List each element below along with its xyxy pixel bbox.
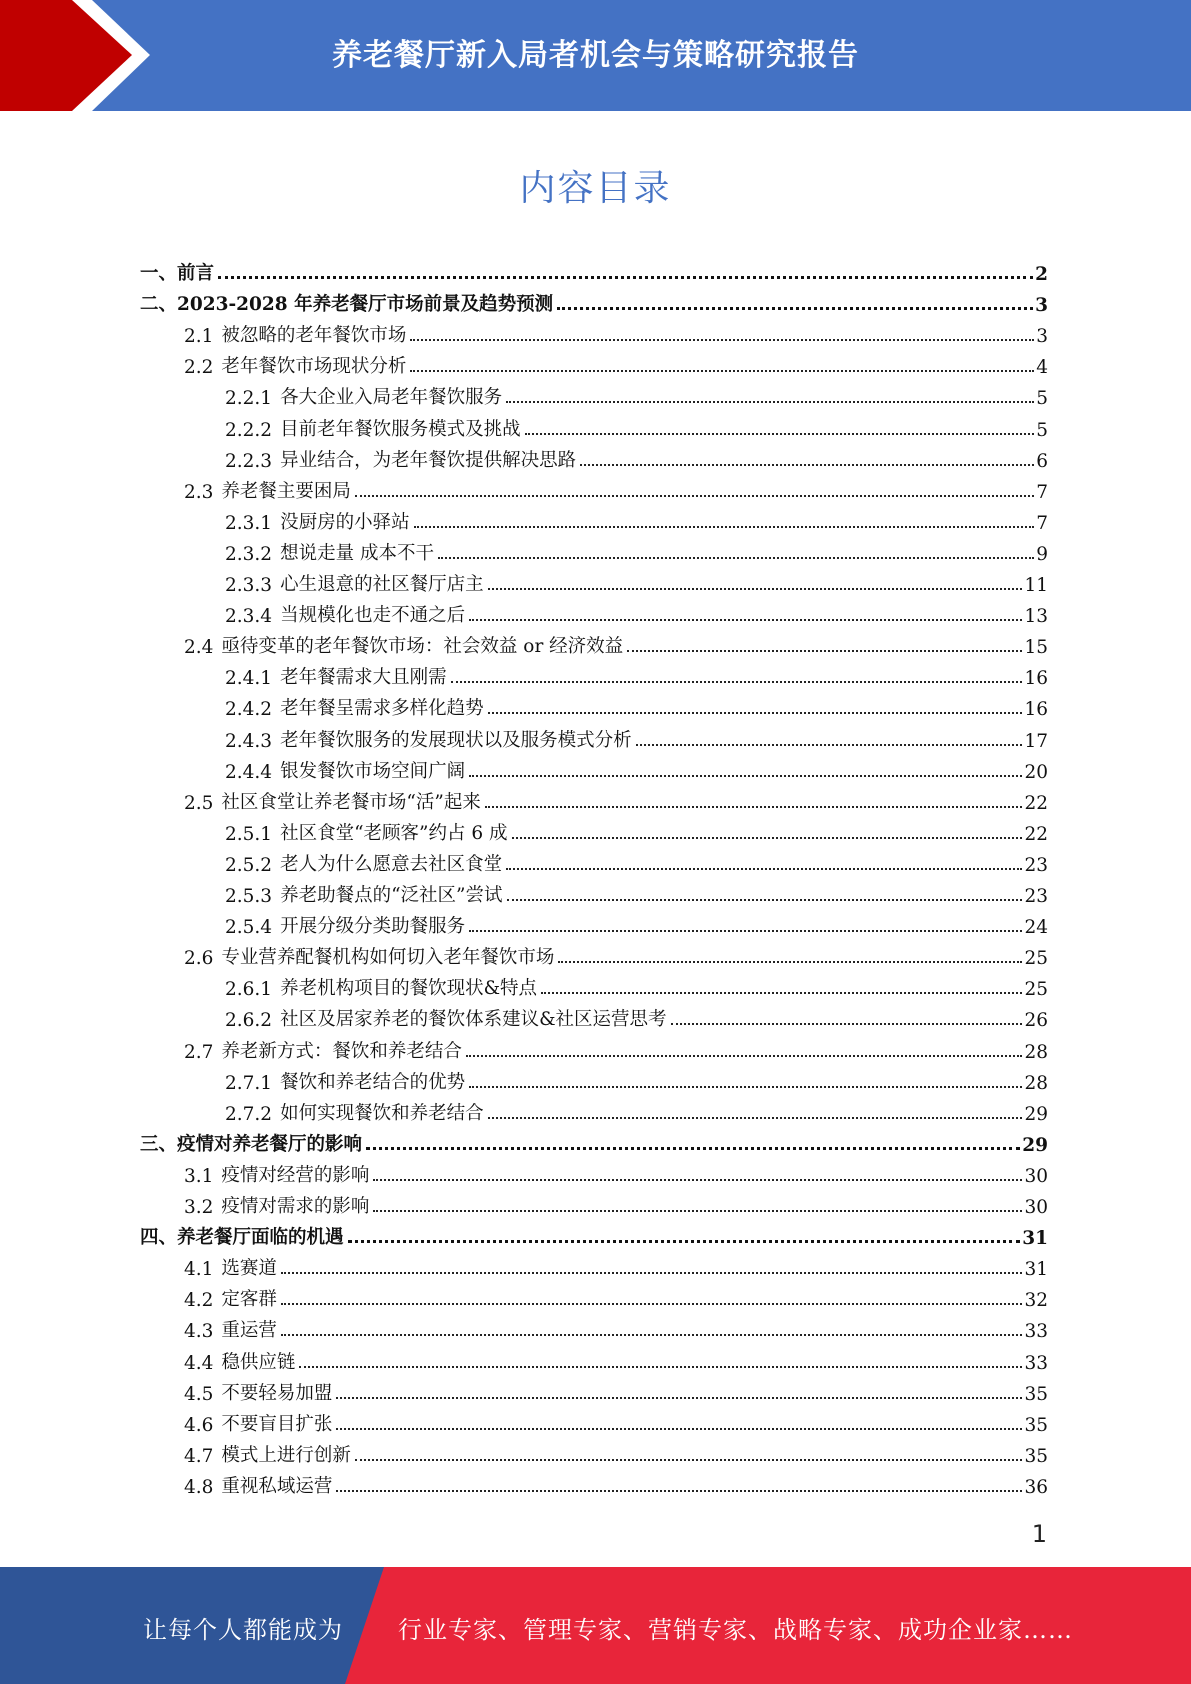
- toc-entry-title: 养老餐主要困局: [221, 480, 351, 502]
- toc-entry-page: 32: [1024, 1290, 1048, 1312]
- toc-entry-number: 2.2.2: [225, 419, 273, 441]
- toc-dot-leader: [525, 433, 1035, 435]
- toc-dot-leader: [336, 1490, 1022, 1492]
- toc-entry-number: 3.1: [184, 1165, 214, 1187]
- toc-entry-page: 5: [1036, 388, 1048, 410]
- toc-entry-title: 定客群: [221, 1289, 277, 1311]
- toc-dot-leader: [558, 961, 1022, 963]
- toc-entry-number: 4.1: [184, 1259, 214, 1281]
- toc-entry[interactable]: [225, 534, 1048, 565]
- toc-entry-number: 2.5: [184, 792, 214, 814]
- toc-dot-leader: [451, 681, 1023, 683]
- toc-entry[interactable]: [225, 876, 1048, 907]
- toc-entry-page: 22: [1024, 823, 1048, 845]
- toc-dot-leader: [299, 1366, 1022, 1368]
- toc-dot-leader: [507, 899, 1023, 901]
- toc-entry-title: 选赛道: [221, 1258, 277, 1280]
- toc-dot-leader: [488, 588, 1023, 590]
- toc-dot-leader: [671, 1023, 1023, 1025]
- toc-entry-page: 25: [1024, 979, 1048, 1001]
- toc-dot-leader: [355, 495, 1034, 497]
- toc-entry[interactable]: [184, 1405, 1048, 1436]
- toc-entry[interactable]: [225, 814, 1048, 845]
- toc-entry[interactable]: [225, 441, 1048, 472]
- toc-entry[interactable]: [225, 752, 1048, 783]
- toc-entry-title: 被忽略的老年餐饮市场: [221, 325, 407, 347]
- toc-entry-title: 社区及居家养老的餐饮体系建议&社区运营思考: [280, 1009, 667, 1031]
- toc-entry-page: 30: [1024, 1197, 1048, 1218]
- toc-entry-title: 前言: [177, 263, 215, 284]
- toc-entry[interactable]: [184, 347, 1048, 378]
- toc-entry-number: 2.7: [184, 1041, 214, 1063]
- toc-entry[interactable]: [225, 907, 1048, 938]
- toc-dot-leader: [506, 401, 1034, 403]
- toc-entry-page: 33: [1024, 1352, 1048, 1374]
- toc-dot-leader: [627, 650, 1022, 652]
- toc-entry[interactable]: [184, 1187, 1048, 1218]
- toc-entry-title: 老年餐饮服务的发展现状以及服务模式分析: [280, 729, 632, 751]
- toc-entry-title: 不要轻易加盟: [221, 1382, 333, 1404]
- toc-entry-number: 2.4.3: [225, 730, 273, 752]
- toc-entry-title: 老年餐需求大且刚需: [280, 667, 447, 689]
- toc-entry-page: 35: [1024, 1445, 1048, 1467]
- toc-entry-title: 心生退意的社区餐厅店主: [280, 574, 484, 595]
- toc-dot-leader: [281, 1303, 1023, 1305]
- toc-entry-title: 老年餐饮市场现状分析: [221, 356, 407, 378]
- toc-entry-page: 7: [1036, 512, 1048, 534]
- toc-entry-title: 想说走量 成本不干: [280, 542, 434, 564]
- toc-entry-page: 25: [1024, 948, 1048, 970]
- toc-entry-number: 一、: [140, 263, 178, 284]
- toc-entry-number: 2.7.1: [225, 1072, 273, 1094]
- toc-entry-number: 4.2: [184, 1290, 214, 1312]
- toc-dot-leader: [466, 1055, 1023, 1057]
- toc-entry[interactable]: [225, 658, 1048, 689]
- toc-entry-title: 疫情对需求的影响: [221, 1196, 370, 1217]
- toc-dot-leader: [512, 837, 1023, 839]
- toc-entry-page: 23: [1024, 854, 1048, 876]
- toc-heading: 内容目录: [519, 168, 672, 209]
- toc-entry[interactable]: [184, 1374, 1048, 1405]
- toc-dot-leader: [373, 1210, 1022, 1212]
- toc-dot-leader: [438, 557, 1034, 559]
- toc-entry-title: 各大企业入局老年餐饮服务: [280, 387, 503, 409]
- toc-entry[interactable]: [184, 316, 1048, 347]
- toc-entry[interactable]: [184, 627, 1048, 658]
- toc-entry[interactable]: [225, 410, 1048, 441]
- toc-entry[interactable]: [184, 1156, 1048, 1187]
- toc-entry-number: 4.3: [184, 1321, 214, 1343]
- toc-dot-leader: [218, 276, 1033, 279]
- toc-entry-title: 银发餐饮市场空间广阔: [280, 760, 466, 782]
- toc-dot-leader: [488, 1117, 1023, 1119]
- toc-entry[interactable]: [184, 1249, 1048, 1280]
- toc-entry-page: 35: [1024, 1414, 1048, 1436]
- toc-entry-number: 4.8: [184, 1476, 214, 1498]
- toc-entry-page: 33: [1024, 1321, 1048, 1343]
- toc-entry-title: 如何实现餐饮和养老结合: [280, 1102, 484, 1124]
- toc-dot-leader: [410, 370, 1034, 372]
- toc-entry-page: 31: [1022, 1228, 1048, 1250]
- toc-entry[interactable]: [140, 1218, 1048, 1249]
- toc-entry-title: 开展分级分类助餐服务: [280, 916, 466, 938]
- toc-dot-leader: [469, 619, 1022, 621]
- toc-entry-number: 四、: [140, 1227, 178, 1249]
- toc-entry-page: 9: [1036, 543, 1048, 565]
- toc-entry-number: 2.6.1: [225, 979, 273, 1001]
- toc-entry[interactable]: [225, 721, 1048, 752]
- toc-entry-number: 2.5.3: [225, 886, 273, 907]
- toc-entry-title: 社区食堂“老顾客”约占 6 成: [280, 822, 508, 844]
- toc-entry[interactable]: [225, 503, 1048, 534]
- toc-entry-page: 6: [1036, 450, 1048, 472]
- toc-entry[interactable]: [225, 845, 1048, 876]
- toc-entry-page: 13: [1024, 606, 1048, 628]
- toc-entry-number: 三、: [140, 1133, 178, 1155]
- toc-entry-number: 2.5.1: [225, 823, 273, 845]
- toc-entry[interactable]: [225, 1000, 1048, 1031]
- toc-entry-page: 11: [1024, 575, 1048, 596]
- toc-entry[interactable]: [140, 285, 1048, 316]
- toc-dot-leader: [373, 1179, 1022, 1181]
- toc-dot-leader: [414, 526, 1035, 528]
- toc-entry-title: 疫情对养老餐厅的影响: [177, 1133, 363, 1155]
- toc-dot-leader: [469, 775, 1022, 777]
- toc-entry[interactable]: [184, 1280, 1048, 1311]
- toc-entry-page: 22: [1024, 792, 1048, 814]
- toc-entry-page: 17: [1024, 730, 1048, 752]
- toc-entry[interactable]: [140, 254, 1048, 285]
- toc-dot-leader: [557, 307, 1033, 310]
- toc-dot-leader: [580, 464, 1034, 466]
- toc-entry-page: 20: [1024, 761, 1048, 783]
- toc-entry-number: 2.6: [184, 948, 214, 970]
- toc-entry-number: 2.1: [184, 326, 214, 348]
- toc-entry-number: 2.5.2: [225, 854, 273, 876]
- toc-entry-number: 2.3.3: [225, 575, 273, 596]
- toc-entry-title: 重视私域运营: [221, 1475, 333, 1497]
- toc-entry-page: 23: [1024, 886, 1048, 907]
- toc-entry-page: 35: [1024, 1383, 1048, 1405]
- toc-entry-title: 养老机构项目的餐饮现状&特点: [280, 978, 538, 1000]
- toc-entry-title: 疫情对经营的影响: [221, 1164, 370, 1186]
- toc-entry-page: 28: [1024, 1072, 1048, 1094]
- toc-entry-page: 16: [1024, 668, 1048, 690]
- toc-entry-number: 2.4.2: [225, 699, 273, 721]
- toc-entry-page: 24: [1024, 917, 1048, 939]
- toc-entry-title: 社区食堂让养老餐市场“活”起来: [221, 791, 481, 813]
- toc-entry-page: 3: [1035, 295, 1048, 317]
- toc-entry-title: 当规模化也走不通之后: [280, 605, 466, 627]
- toc-entry-number: 2.3: [184, 481, 214, 503]
- toc-entry-title: 不要盲目扩张: [221, 1413, 333, 1435]
- toc-entry-title: 稳供应链: [221, 1351, 296, 1373]
- toc-entry[interactable]: [184, 783, 1048, 814]
- toc-entry[interactable]: [225, 969, 1048, 1000]
- toc-entry[interactable]: [225, 1094, 1048, 1125]
- toc-entry-page: 3: [1036, 326, 1048, 348]
- toc-entry[interactable]: [184, 1467, 1048, 1498]
- footer-slogan-right: 行业专家、管理专家、营销专家、战略专家、成功企业家……: [398, 1616, 1073, 1644]
- toc-entry-number: 2.4.1: [225, 668, 273, 690]
- toc-entry-page: 16: [1024, 699, 1048, 721]
- toc-dot-leader: [506, 868, 1022, 870]
- toc-dot-leader: [336, 1397, 1022, 1399]
- toc-entry-page: 28: [1024, 1041, 1048, 1063]
- toc-entry[interactable]: [184, 1311, 1048, 1342]
- toc-entry-title: 专业营养配餐机构如何切入老年餐饮市场: [221, 947, 555, 969]
- toc-entry-number: 3.2: [184, 1197, 214, 1218]
- toc-entry-page: 36: [1024, 1476, 1048, 1498]
- toc-entry-title: 老人为什么愿意去社区食堂: [280, 853, 503, 875]
- toc-dot-leader: [281, 1334, 1023, 1336]
- toc-dot-leader: [336, 1428, 1022, 1430]
- toc-dot-leader: [469, 1086, 1022, 1088]
- toc-entry-number: 2.3.1: [225, 512, 273, 534]
- toc-entry-page: 2: [1035, 264, 1048, 285]
- toc-dot-leader: [636, 744, 1023, 746]
- toc-entry-page: 15: [1024, 637, 1048, 659]
- toc-entry-number: 2.2.3: [225, 450, 273, 472]
- toc-entry[interactable]: [225, 1063, 1048, 1094]
- toc-entry[interactable]: [184, 1343, 1048, 1374]
- toc-entry[interactable]: [184, 938, 1048, 969]
- toc-entry-number: 2.4: [184, 637, 214, 659]
- toc-entry[interactable]: [225, 565, 1048, 596]
- toc-dot-leader: [366, 1147, 1020, 1150]
- toc-dot-leader: [541, 992, 1022, 994]
- toc-entry-title: 养老新方式：餐饮和养老结合: [221, 1040, 462, 1062]
- toc-entry-number: 2.2: [184, 357, 214, 379]
- toc-entry-number: 4.5: [184, 1383, 214, 1405]
- toc-entry-number: 2.7.2: [225, 1103, 273, 1125]
- toc-entry[interactable]: [184, 1032, 1048, 1063]
- toc-entry-number: 2.3.2: [225, 543, 273, 565]
- toc-entry-page: 31: [1024, 1259, 1048, 1281]
- toc-entry-title: 目前老年餐饮服务模式及挑战: [280, 418, 521, 440]
- toc-entry-number: 2.5.4: [225, 917, 273, 939]
- toc-entry-title: 重运营: [221, 1320, 277, 1342]
- toc-entry-number: 2.6.2: [225, 1010, 273, 1032]
- page-number: 1: [1031, 1520, 1047, 1548]
- toc-entry[interactable]: [184, 472, 1048, 503]
- toc-entry-title: 老年餐呈需求多样化趋势: [280, 698, 484, 720]
- toc-entry-title: 模式上进行创新: [221, 1444, 351, 1466]
- toc-entry-number: 4.6: [184, 1414, 214, 1436]
- toc-entry-page: 5: [1036, 419, 1048, 441]
- toc-entry-title: 异业结合，为老年餐饮提供解决思路: [280, 449, 577, 471]
- toc-entry-page: 4: [1036, 357, 1048, 379]
- toc-entry-number: 2.4.4: [225, 761, 273, 783]
- toc-dot-leader: [469, 930, 1022, 932]
- toc-entry-title: 2023-2028 年养老餐厅市场前景及趋势预测: [177, 294, 554, 316]
- toc-entry-number: 4.7: [184, 1445, 214, 1467]
- toc-entry-title: 餐饮和养老结合的优势: [280, 1071, 466, 1093]
- toc-dot-leader: [348, 1240, 1021, 1243]
- toc-entry-page: 7: [1036, 481, 1048, 503]
- toc-entry-title: 养老助餐点的“泛社区”尝试: [280, 885, 503, 906]
- report-title: 养老餐厅新入局者机会与策略研究报告: [332, 38, 859, 73]
- toc-entry-number: 2.2.1: [225, 388, 273, 410]
- toc-entry-title: 亟待变革的老年餐饮市场：社会效益 or 经济效益: [221, 636, 624, 658]
- toc-dot-leader: [485, 806, 1023, 808]
- footer-slogan-left: 让每个人都能成为: [143, 1616, 343, 1644]
- toc-entry-number: 4.4: [184, 1352, 214, 1374]
- toc-entry-page: 30: [1024, 1165, 1048, 1187]
- toc-entry-page: 26: [1024, 1010, 1048, 1032]
- toc-entry[interactable]: [225, 596, 1048, 627]
- toc-dot-leader: [488, 712, 1023, 714]
- toc-dot-leader: [355, 1459, 1023, 1461]
- toc-entry[interactable]: [184, 1436, 1048, 1467]
- toc-entry-title: 养老餐厅面临的机遇: [177, 1227, 344, 1249]
- toc-entry[interactable]: [225, 689, 1048, 720]
- toc-dot-leader: [410, 339, 1034, 341]
- toc-entry-number: 2.3.4: [225, 606, 273, 628]
- toc-entry-number: 二、: [140, 294, 178, 316]
- toc-entry[interactable]: [225, 378, 1048, 409]
- toc-dot-leader: [281, 1272, 1023, 1274]
- toc-entry[interactable]: [140, 1125, 1048, 1156]
- toc-entry-title: 没厨房的小驿站: [280, 511, 410, 533]
- toc-entry-page: 29: [1024, 1103, 1048, 1125]
- toc-entry-page: 29: [1022, 1134, 1048, 1156]
